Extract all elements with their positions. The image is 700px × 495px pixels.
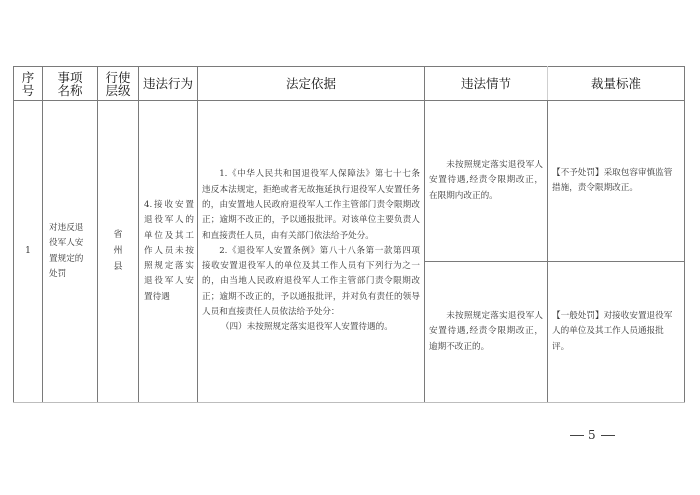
cell-level — [98, 101, 139, 403]
header-level-line1: 行使 — [105, 69, 131, 85]
header-seq-line1: 序 — [21, 69, 35, 85]
header-item-name-line1: 事项 — [57, 69, 83, 85]
header-level — [98, 67, 139, 101]
circumstance-text: 未按照规定落实退役军人安置待遇,经责令限期改正，在限期内改正的。 — [429, 160, 543, 201]
level-char: 县 — [113, 262, 123, 273]
header-item-name — [43, 67, 98, 101]
header-standard: 裁量标准 — [548, 67, 685, 101]
header-item-name-line2: 名称 — [57, 82, 83, 98]
cell-item-name: 对违反退役军人安置规定的处罚 — [43, 101, 98, 403]
circumstance-text: 未按照规定落实退役军人安置待遇,经责令限期改正，逾期不改正的。 — [429, 311, 543, 352]
header-level-line2: 层级 — [105, 82, 131, 98]
header-seq-line2: 号 — [21, 82, 35, 98]
cell-seq: 1 — [14, 101, 43, 403]
table-row — [14, 101, 685, 262]
level-char: 省 — [113, 230, 123, 241]
dash-right — [601, 435, 615, 436]
level-vertical-text — [113, 227, 123, 275]
header-seq — [14, 67, 43, 101]
page-number-text: 5 — [588, 428, 597, 442]
header-basis: 法定依据 — [198, 67, 425, 101]
basis-paragraph-2: 2.《退役军人安置条例》第八十八条第一款第四项 接收安置退役军人的单位及其工作人员有下列行为之一的，由当地人民政府退役军人工作主管部门责令限期改正；逾期不改正的，予以通报批评，并对负有责任的领导人员和直接责任人员依法给予处分： — [202, 245, 429, 318]
cell-circumstance-1 — [425, 101, 548, 262]
table-bottom-shadow — [13, 402, 685, 403]
page-number — [566, 428, 619, 442]
cell-basis — [198, 101, 429, 403]
header-circumstance: 违法情节 — [425, 67, 548, 101]
dash-left — [570, 435, 584, 436]
penalty-discretion-table — [13, 66, 685, 403]
basis-paragraph-1: 1.《中华人民共和国退役军人保障法》第七十七条 违反本法规定，拒绝或者无故拖延执行退役军人安置任务的，由安置地人民政府退役军人工作主管部门责令限期改正；逾期不改正的，予以通报批评。对该单位主要负责人和直接责任人员，由有关部门依法给予处分。 — [202, 169, 429, 241]
cell-standard-1: 【不予处罚】采取包容审慎监管措施，责令限期改正。 — [548, 101, 685, 262]
cell-circumstance-2 — [425, 262, 548, 403]
header-act: 违法行为 — [139, 67, 198, 101]
cell-act: 4.接收安置退役军人的单位及其工作人员未按照规定落实退役军人安置待遇 — [139, 101, 198, 403]
basis-paragraph-3: （四）未按照规定落实退役军人安置待遇的。 — [220, 322, 393, 333]
table-header-row — [14, 67, 685, 101]
cell-standard-2: 【一般处罚】对接收安置退役军人的单位及其工作人员通报批评。 — [548, 262, 685, 403]
level-char: 州 — [113, 246, 123, 257]
